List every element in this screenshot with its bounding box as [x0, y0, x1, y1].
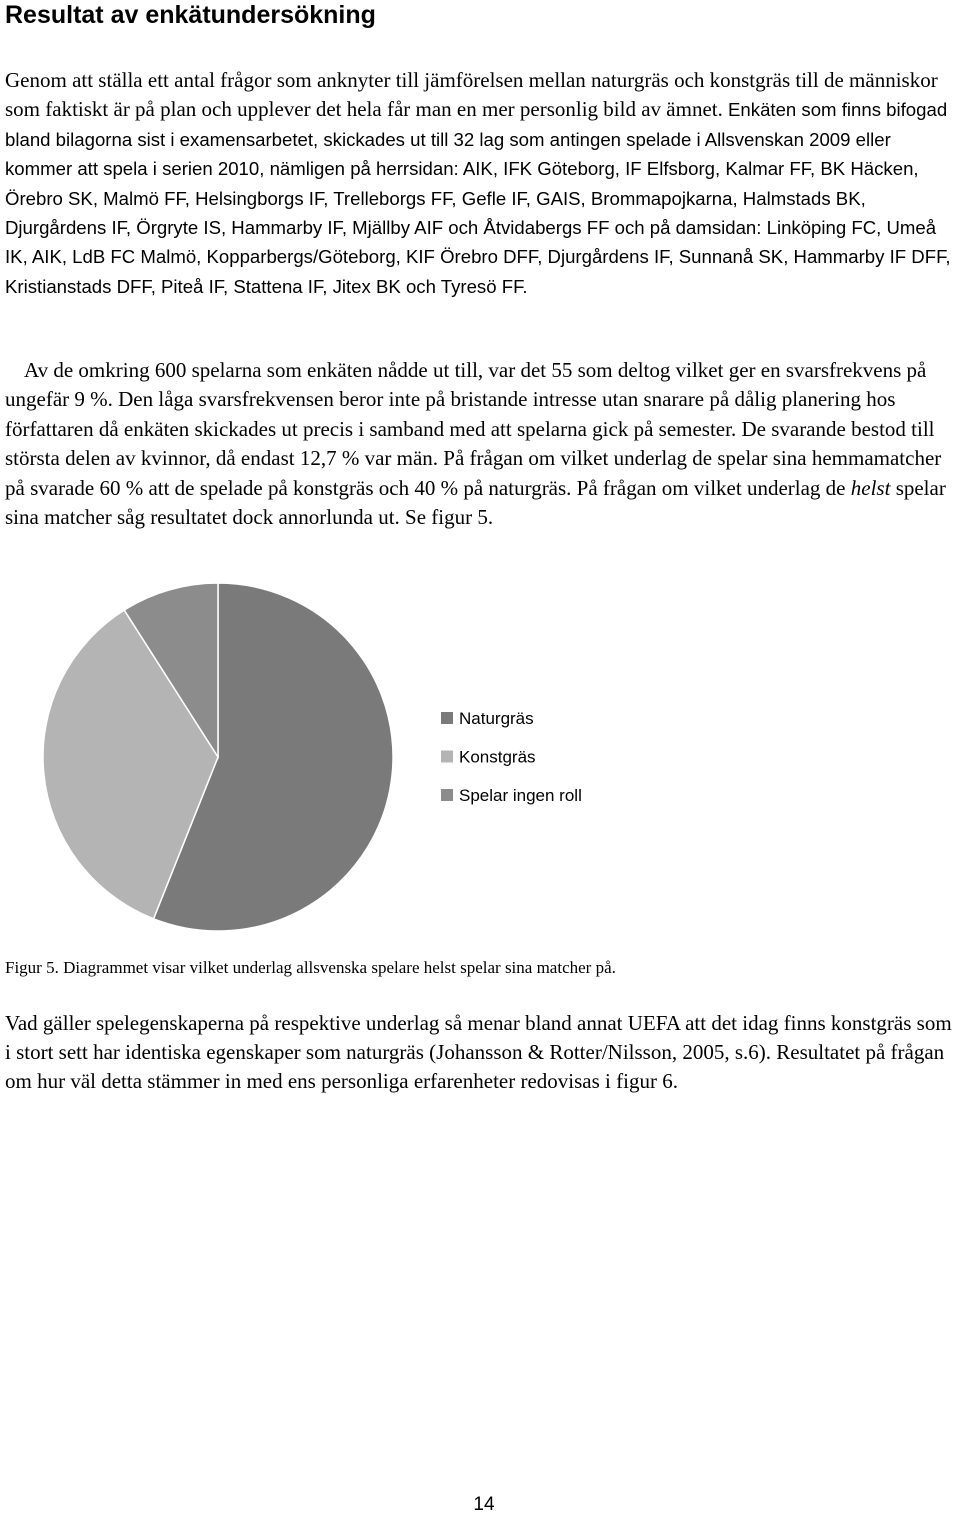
chart-legend: [441, 709, 582, 805]
pie-slices: [43, 583, 393, 931]
response-text-end: spelar sina matcher såg resultatet dock annorlunda ut. Se figur 5.: [5, 475, 946, 530]
legend-label: Spelar ingen roll: [459, 786, 582, 805]
intro-paragraph: [5, 66, 953, 301]
pie-chart: [0, 575, 960, 940]
intro-sentence: Genom att ställa ett antal frågor som anknyter till jämförelsen mellan naturgräs och konstgräs till de människor som faktiskt är på plan och upplever det hela får man en mer personlig bild av ämnet.: [5, 68, 938, 122]
page-number: 14: [473, 1494, 495, 1515]
response-paragraph: [5, 356, 953, 532]
legend-label: Naturgräs: [459, 709, 534, 728]
legend-swatch: [441, 712, 453, 724]
response-text-start: Av de omkring 600 spelarna som enkäten nådde ut till, var det 55 som deltog vilket ger en svarsfrekvens på ungefär 9 %. Den låga svarsfrekvensen beror inte på bristande intresse utan snarare på dålig planering hos författaren då enkäten skickades ut precis i samband med att spelarna gick på semester. De svarande bestod till största delen av kvinnor, då endast 12,7 % var män. På frågan om vilket underlag de spelar sina hemmamatcher på svarade 60 % att de spelade på konstgräs och 40 % på naturgräs. På frågan om vilket underlag de: [5, 358, 942, 500]
legend-label: Konstgräs: [459, 747, 536, 767]
team-list-text: Enkäten som finns bifogad bland bilagorna sist i examensarbetet, skickades ut till 32 lag som antingen spelade i Allsvenskan 2009 eller kommer att spela i serien 2010, nämligen på herrsidan: AIK, IFK Göteborg, IF Elfsborg, Kalmar FF, BK Häcken, Örebro SK, Malmö FF, Helsingborgs IF, Trelleborgs FF, Gefle IF, GAIS, Brommapojkarna, Halmstads BK, Djurgårdens IF, Örgryte IS, Hammarby IF, Mjällby AIF och Åtvidabergs FF och på damsidan: Linköping FC, Umeå IK, AIK, LdB FC Malmö, Kopparbergs/Göteborg, KIF Örebro DFF, Djurgårdens IF, Sunnanå SK, Hammarby IF DFF, Kristianstads DFF, Piteå IF, Stattena IF, Jitex BK och Tyresö FF.: [5, 99, 951, 297]
legend-swatch: [441, 751, 453, 763]
section-heading: Resultat av enkätundersökning: [5, 1, 376, 29]
legend-swatch: [441, 789, 453, 801]
uefa-paragraph: Vad gäller spelegenskaperna på respektive underlag så menar bland annat UEFA att det idag finns konstgräs som i stort sett har identiska egenskaper som naturgräs (Johansson & Rotter/Nilsson, 2005, s.6). Resultatet på frågan om hur väl detta stämmer in med ens personliga erfarenheter redovisas i figur 6.: [5, 1011, 952, 1093]
figure-caption: Figur 5. Diagrammet visar vilket underlag allsvenska spelare helst spelar sina matcher på.: [5, 958, 616, 977]
emphasis-helst: helst: [850, 475, 891, 500]
